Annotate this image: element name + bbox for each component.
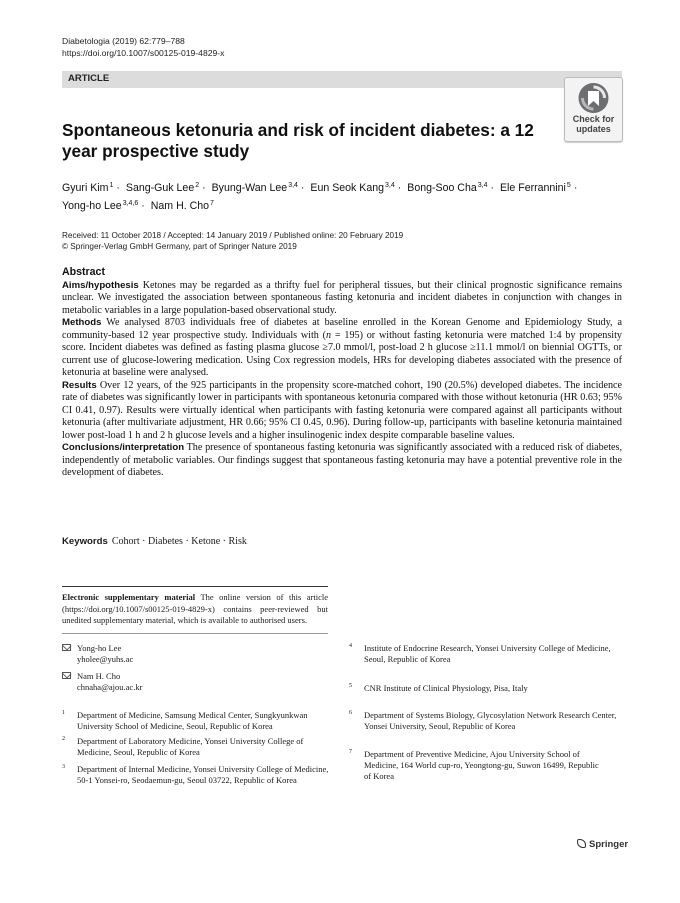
author-name[interactable]: Byung-Wan Lee$^{3,4}$ [211,182,298,194]
copyright-notice: © Springer-Verlag GmbH Germany, part of Springer Nature 2019 [62,242,297,251]
journal-reference [62,36,224,59]
received-accepted-published: Received: 11 October 2018 / Accepted: 14 January 2019 / Published online: 20 February 2019 [62,231,404,240]
journal-citation: Diabetologia (2019) 62:779–788 [62,36,185,46]
corresponding-author [62,671,328,695]
affiliation: 1 Department of Medicine, Samsung Medical Center, Sungkyunkwan University School of Medicine, Seoul, Republic of Korea [62,710,308,731]
keywords [62,536,247,547]
article-type-bar [62,71,622,88]
publication-dates [62,230,403,252]
abstract [62,266,622,480]
crossmark-label: Check for updates [572,114,615,134]
author-name[interactable]: Eun Seok Kang$^{3,4}$ [310,182,395,194]
affiliation: 5 CNR Institute of Clinical Physiology, Pisa, Italy [349,683,528,693]
esm-text[interactable]: The online version of this article (https://doi.org/10.1007/s00125-019-4829-x) contains peer-reviewed but unedited supplementary material, which is available to authorised users. [62,592,328,625]
affiliation: 4 Institute of Endocrine Research, Yonsei University College of Medicine, Seoul, Republic of Korea [349,643,611,664]
crossmark-icon [565,81,622,117]
abstract-results: Results Over 12 years, of the 925 participants in the propensity score-matched cohort, 190 (20.5%) developed diabetes. The incidence rate of diabetes was significantly lower in participants with spontaneous ketonuria compared with those without ketonuria (HR 0.63; 95% CI 0.41, 0.97). Results were virtually identical when participants with fasting ketonuria were compared against all participants without ketonuria (after multivariate adjustment, HR 0.66; 95% CI 0.45, 0.96). During follow-up, participants with baseline ketonuria maintained lower post-load 1 h and 2 h glucose levels and a higher insulinogenic index despite comparable baseline values. [62,379,623,441]
author-name[interactable]: Nam H. Cho$^7$ [150,200,214,212]
envelope-icon [62,644,71,651]
abstract-aims: Aims/hypothesis Ketones may be regarded as a thrifty fuel for peripheral tissues, but their clinical prognostic significance remains unclear. We investigated the association between spontaneous fasting ketonuria and incident diabetes in conjunction with changes in metabolic variables in a large population-based observational study. [62,279,623,316]
affiliation: 7 Department of Preventive Medicine, Ajou University School of Medicine, 164 World cup-ro, Yeongtong-gu, Suwon 16499, Republic of Korea [349,749,599,781]
article-type-label: ARTICLE [68,73,110,84]
author-name[interactable]: Yong-ho Lee$^{3,4,6}$ [62,200,139,212]
conclusions-heading: Conclusions/interpretation [62,442,185,453]
envelope-icon [62,672,71,679]
contact-name: Nam H. Cho [77,671,121,681]
contact-email[interactable]: yholee@yuhs.ac [77,654,134,664]
results-heading: Results [62,379,97,391]
article-title: Spontaneous ketonuria and risk of incident diabetes: a 12 year prospective study [62,120,534,161]
author-name[interactable]: Ele Ferrannini$^5$ [499,182,571,194]
esm-heading: Electronic supplementary material [62,592,196,602]
keywords-heading: Keywords [62,536,108,547]
contact-name: Yong-ho Lee [77,643,122,653]
springer-horse-icon [577,839,586,848]
publisher-logo: Springer [577,839,628,850]
aims-heading: Aims/hypothesis [62,279,139,291]
contact-email[interactable]: chnaha@ajou.ac.kr [77,682,143,692]
affiliation: 6 Department of Systems Biology, Glycosylation Network Research Center, Yonsei University, Seoul, Republic of Korea [349,710,617,731]
abstract-conclusions: Conclusions/interpretation The presence of spontaneous fasting ketonuria was significantly associated with a reduced risk of diabetes, independently of metabolic variables. Our findings suggest that spontaneous fasting ketonuria may have a potential preventive role in the development of diabetes. [62,442,622,478]
abstract-methods: Methods We analysed 8703 individuals free of diabetes at baseline enrolled in the Korean Genome and Epidemiology Study, a community-based 12 year prospective study. Individuals with (n = 195) or without fasting ketonuria were matched 1:4 by propensity score. Incident diabetes was defined as fasting plasma glucose ≥7.0 mmol/l, post-load 2 h glucose ≥11.1 mmol/l on biennial OGTTs, or current use of glucose-lowering medication. Using Cox regression models, HRs for developing diabetes associated with the presence of ketonuria at baseline were analysed. [62,317,622,378]
abstract-heading: Abstract [62,266,105,278]
author-list: Gyuri Kim$^1$ · Sang-Guk Lee$^2$ · Byung-Wan Lee$^{3,4}$ · Eun Seok Kang$^{3,4}$ · Bong-Soo Cha$^{3,4}$ · Ele Ferrannini$^5$ · Yong-ho Lee$^{3,4,6}$ · Nam H. Cho$^7$ [62,182,578,212]
doi-link[interactable]: https://doi.org/10.1007/s00125-019-4829-x [62,47,225,58]
affiliation: 2 Department of Laboratory Medicine, Yonsei University College of Medicine, Seoul, Republic of Korea [62,736,304,757]
supplementary-material-note [62,592,328,627]
author-name[interactable]: Bong-Soo Cha$^{3,4}$ [407,182,488,194]
author-name[interactable]: Gyuri Kim$^1$ [62,182,114,194]
author-name[interactable]: Sang-Guk Lee$^2$ [125,182,200,194]
footnote-divider [62,586,328,587]
check-for-updates-badge[interactable] [564,77,623,142]
keywords-list: Cohort · Diabetes · Ketone · Risk [111,536,247,547]
affiliation: 3 Department of Internal Medicine, Yonsei University College of Medicine, 50-1 Yonsei-ro, Seodaemun-gu, Seoul 03722, Republic of Korea [62,764,329,785]
footnote-divider [62,633,328,634]
corresponding-author [62,643,328,667]
methods-heading: Methods [62,317,102,328]
